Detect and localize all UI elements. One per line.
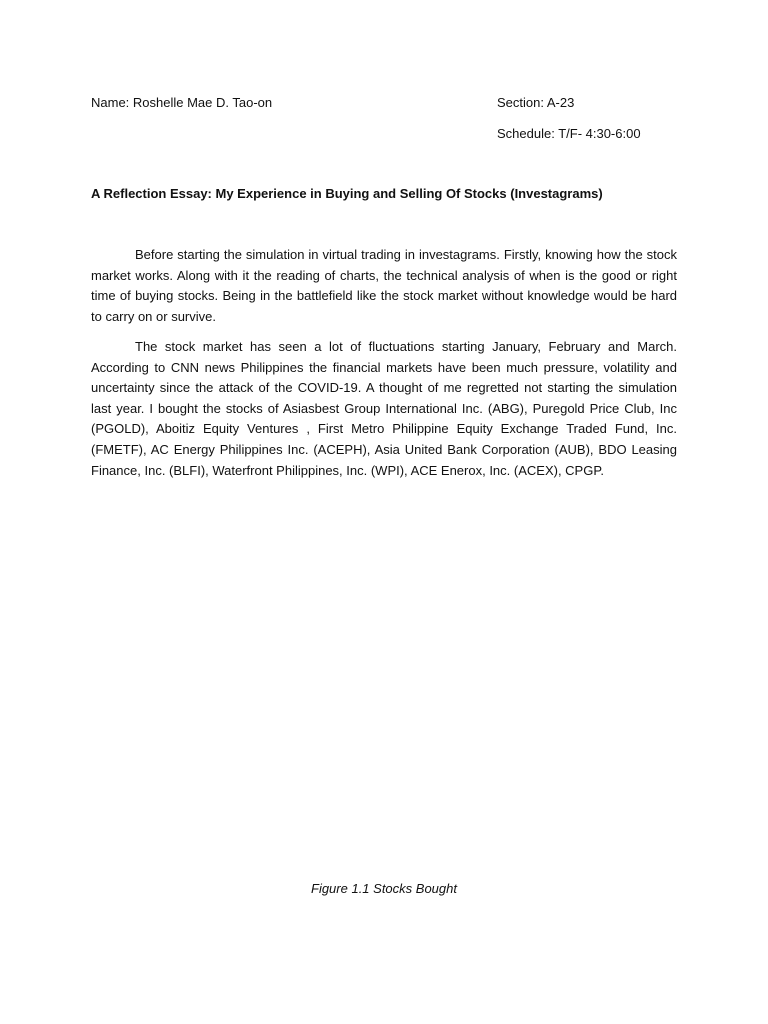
section-label: Section: A-23 [497,95,575,110]
paragraph-1: Before starting the simulation in virtual trading in investagrams. Firstly, knowing how the stock market works. Along with it the reading of charts, the technical analysis of when is the good or right time of buying stocks. Being in the battlefield like the stock market without knowledge would be hard to carry on or survive. [91,247,677,324]
essay-title: A Reflection Essay: My Experience in Buying and Selling Of Stocks (Investagrams) [91,186,603,201]
paragraph-2: The stock market has seen a lot of fluctuations starting January, February and March. According to CNN news Philippines the financial markets have been much pressure, volatility and uncertainty since the attack of the COVID-19. A thought of me regretted not starting the simulation last year. I bought the stocks of Asiasbest Group International Inc. (ABG), Puregold Price Club, Inc (PGOLD), Aboitiz Equity Ventures , First Metro Philippine Equity Exchange Traded Fund, Inc. (FMETF), AC Energy Philippines Inc. (ACEPH), Asia United Bank Corporation (AUB), BDO Leasing Finance, Inc. (BLFI), Waterfront Philippines, Inc. (WPI), ACE Enerox, Inc. (ACEX), CPGP. [91,339,677,478]
schedule-label: Schedule: T/F- 4:30-6:00 [497,126,641,141]
student-name: Name: Roshelle Mae D. Tao-on [91,95,273,110]
figure-caption: Figure 1.1 Stocks Bought [311,881,457,896]
